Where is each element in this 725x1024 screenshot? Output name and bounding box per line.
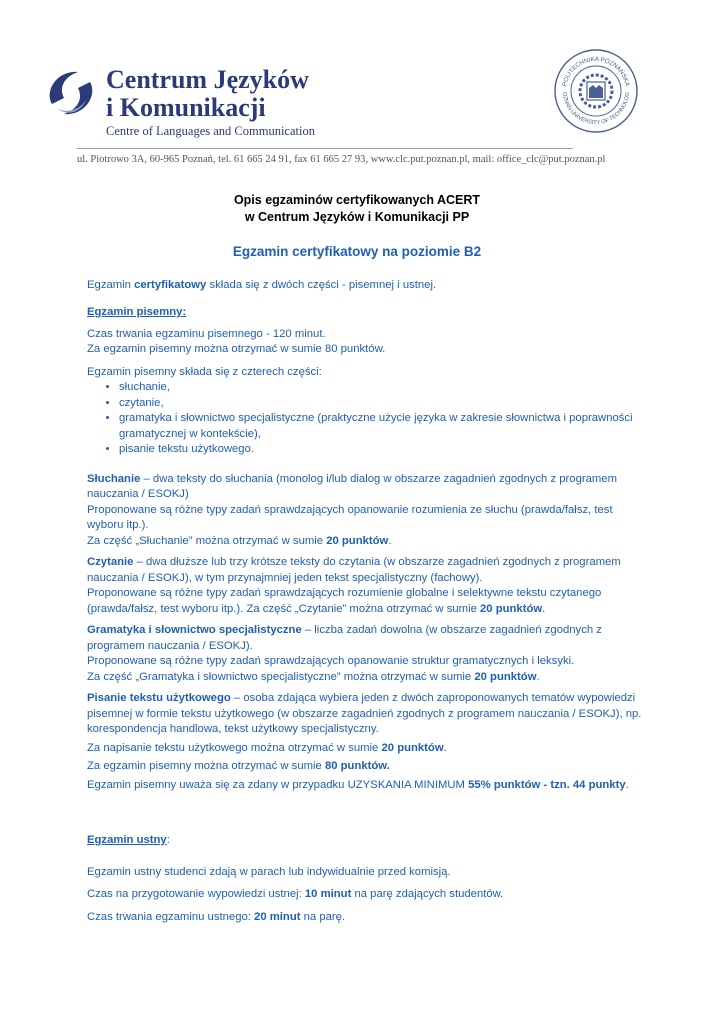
brand-name-line2: i Komunikacji [106,93,266,122]
oral-prep-time: Czas na przygotowanie wypowiedzi ustnej: 10 minut na parę zdających studentów. [87,888,504,900]
listening-tasks: Proponowane są różne typy zadań sprawdzających opanowanie rozumienia ze słuchu (prawda/fałsz, test wyboru itp.). [87,503,613,531]
list-item: • gramatyka i słownictwo specjalistyczne (praktyczne użycie języka w zakresie słownictwa i poprawności gramatycznej w kontekście), [119,411,647,442]
listening-score: Za część „Słuchanie” można otrzymać w sumie 20 punktów. [87,534,392,547]
oral-duration: Czas trwania egzaminu ustnego: 20 minut na parę. [87,910,346,923]
clc-logo-icon [42,64,100,122]
written-total: Za egzamin pisemny można otrzymać w sumie 80 punktów. [87,760,390,772]
written-duration: Czas trwania egzaminu pisemnego - 120 minut. [87,327,326,340]
pass-threshold: Egzamin pisemny uważa się za zdany w przypadku UZYSKANIA MINIMUM 55% punktów - tzn. 44 punkty. [87,778,629,791]
header-divider [77,148,573,149]
list-item: • czytanie, [119,396,647,412]
writing-section: Pisanie tekstu użytkowego – osoba zdająca wybiera jeden z dwóch zaproponowanych tematów wypowiedzi pisemnej w formie tekstu użytkowego (w obszarze zagadnień zgodnych z programem nauczania / ESOKJ), np. korespondencja handlowa, tekst użytkowy specjalistyczny. [87,692,642,735]
brand-name-english: Centre of Languages and Communication [106,124,315,138]
reading-section: Czytanie – dwa dłuższe lub trzy krótsze teksty do czytania (w obszarze zagadnień zgodnych z programem nauczania / ESOKJ), w tym przynajmniej jeden tekst specjalistyczny (fachowy). [87,556,621,584]
grammar-score: Za część „Gramatyka i słownictwo specjalistyczne” można otrzymać w sumie 20 punktów. [87,670,540,683]
written-points: Za egzamin pisemny można otrzymać w sumie 80 punktów. [87,343,386,355]
document-title: Opis egzaminów certyfikowanych ACERT w Centrum Języków i Komunikacji PP [233,193,481,224]
reading-tasks: Proponowane są różne typy zadań sprawdzających rozumienie globalne i selektywne tekstu czytanego (prawda/fałsz, test wyboru itp.). Za część „Czytanie” można otrzymać w sumie 20 punktów. [87,587,602,615]
oral-exam-heading: Egzamin ustny: [87,834,170,846]
written-exam-heading: Egzamin pisemny: [87,306,187,318]
seal-bottom-text: OZNAN UNIVERSITY OF TECHNOLOG [560,91,632,127]
list-item: • pisanie tekstu użytkowego. [119,442,647,458]
grammar-section: Gramatyka i słownictwo specjalistyczne – liczba zadań dowolna (w obszarze zagadnień zgodnych z programem nauczania / ESOKJ). [87,624,602,652]
letterhead [0,0,725,175]
listening-section: Słuchanie – dwa teksty do słuchania (monolog i/lub dialog w obszarze zagadnień zgodnych z programem nauczania / ESOKJ) [87,472,617,500]
intro-paragraph: Egzamin certyfikatowy składa się z dwóch części - pisemnej i ustnej. [87,278,437,291]
written-parts-intro: Egzamin pisemny składa się z czterech części: [87,365,322,378]
exam-level-title: Egzamin certyfikatowy na poziomie B2 [232,244,482,259]
oral-line1: Egzamin ustny studenci zdają w parach lub indywidualnie przed komisją. [87,865,451,878]
document-body [87,192,647,925]
writing-score: Za napisanie tekstu użytkowego można otrzymać w sumie 20 punktów. [87,741,447,754]
list-item: • słuchanie, [119,380,647,396]
brand-name-line1: Centrum Języków [106,65,309,94]
contact-address: ul. Piotrowo 3A, 60-965 Poznań, tel. 61 665 24 91, fax 61 665 27 93, www.clc.put.poznan.pl, mail: office_clc@put.poznan.pl [77,154,606,165]
written-parts-list [87,380,647,458]
grammar-tasks: Proponowane są różne typy zadań sprawdzających opanowanie struktur gramatycznych i leksyki. [87,655,575,667]
seal-top-text: POLITECHNIKA POZNAŃSKA [561,55,631,87]
university-seal-icon [553,48,639,134]
